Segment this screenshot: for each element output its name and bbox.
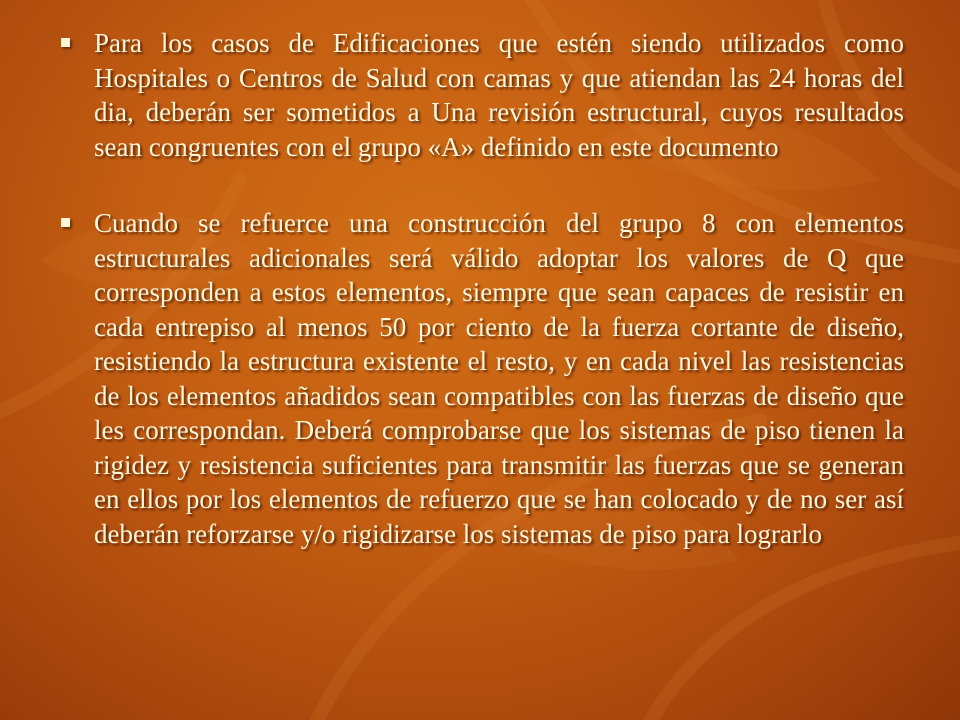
bullet-item bbox=[58, 26, 904, 164]
bullet-item bbox=[58, 206, 904, 551]
bullet-text: Cuando se refuerce una construcción del grupo 8 con elementos estructurales adicionales será válido adoptar los valores de Q que corresponden a estos elementos, siempre que sean capaces de resistir en cada entrepiso al menos 50 por ciento de la fuerza cortante de diseño, resistiendo la estructura existente el resto, y en cada nivel las resistencias de los elementos añadidos sean compatibles con las fuerzas de diseño que les correspondan. Deberá comprobarse que los sistemas de piso tienen la rigidez y resistencia suficientes para transmitir las fuerzas que se generan en ellos por los elementos de refuerzo que se han colocado y de no ser así deberán reforzarse y/o rigidizarse los sistemas de piso para lograrlo bbox=[94, 208, 904, 549]
slide-content bbox=[58, 26, 904, 593]
square-bullet-icon bbox=[61, 38, 70, 47]
square-bullet-icon bbox=[61, 218, 70, 227]
bullet-text: Para los casos de Edificaciones que estén siendo utilizados como Hospitales o Centros de Salud con camas y que atiendan las 24 horas del dia, deberán ser sometidos a Una revisión estructural, cuyos resultados sean congruentes con el grupo «A» definido en este documento bbox=[94, 28, 904, 162]
